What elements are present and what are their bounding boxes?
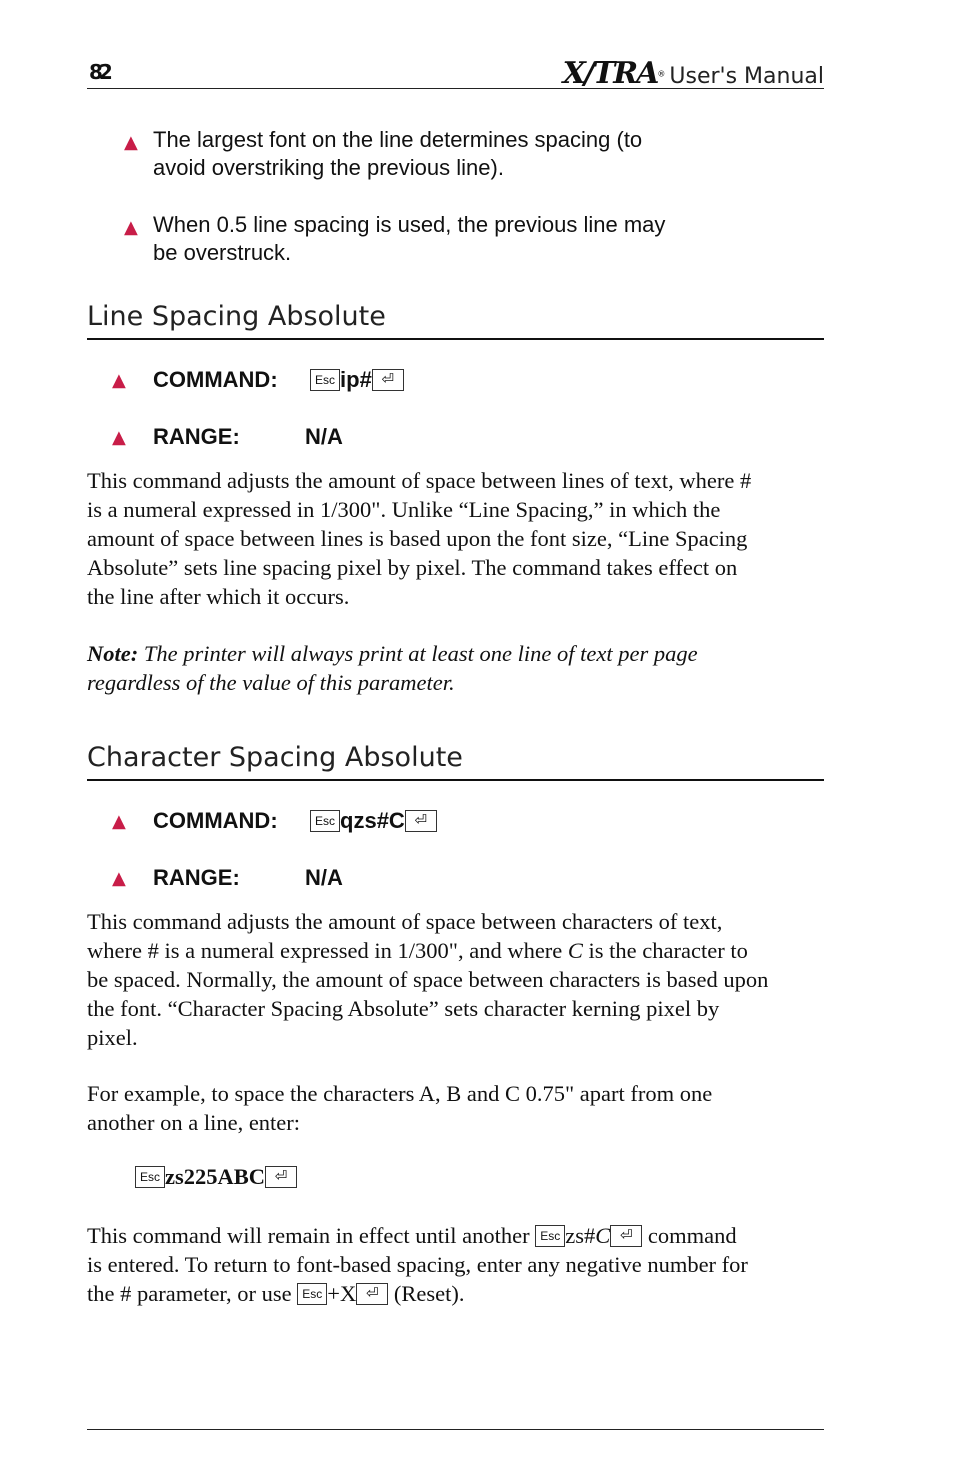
return-key-icon: ⏎ (356, 1283, 388, 1305)
bullet-item: ▲ The largest font on the line determines spacing (to avoid overstriking the previous line). (124, 127, 643, 180)
command-code: qzs#C (340, 808, 405, 833)
paragraph-character-spacing: This command adjusts the amount of space between characters of text, where # is a numeral expressed in 1/300", and where C is the character to be spaced. Normally, the amount of space between characters is based upon the font. “Character Spacing Absolute” sets character kerning pixel by pixel. (87, 909, 769, 1050)
brand (563, 56, 824, 91)
esc-key-icon: Esc (310, 810, 340, 832)
example-intro-paragraph: For example, to space the characters A, B and C 0.75" apart from one another on a line, enter: (87, 1081, 713, 1135)
triangle-bullet-icon: ▲ (124, 132, 138, 153)
triangle-bullet-icon: ▲ (112, 427, 126, 448)
range-label: RANGE: (153, 865, 240, 890)
esc-key-icon: Esc (310, 369, 340, 391)
return-key-icon: ⏎ (610, 1225, 642, 1247)
return-key-icon: ⏎ (372, 369, 404, 391)
reset-paragraph: This command will remain in effect until another Esc zs#C ⏎ command is entered. To return to font-based spacing, enter any negative number for the # parameter, or use Esc +X ⏎ (Reset). (87, 1223, 748, 1306)
esc-key-icon: Esc (535, 1225, 565, 1247)
note-label: Note: (87, 641, 139, 666)
paragraph-line-spacing: This command adjusts the amount of space between lines of text, where # is a numeral expressed in 1/300". Unlike “Line Spacing,” in which the amount of space between lines is based upon the font size, “Line Spacing Absolute” sets line spacing pixel by pixel. The command takes effect on the line after which it occurs. (87, 468, 752, 609)
range-line (112, 424, 343, 450)
esc-key-icon: Esc (135, 1166, 165, 1188)
range-value: N/A (305, 424, 343, 449)
command-code: ip# (340, 367, 372, 392)
bullet-item: ▲ When 0.5 line spacing is used, the previous line may be overstruck. (124, 212, 666, 265)
section-title-character-spacing-absolute: Character Spacing Absolute (87, 737, 824, 781)
manual-title: User's Manual (669, 64, 824, 89)
return-key-icon: ⏎ (405, 810, 437, 832)
triangle-bullet-icon: ▲ (112, 811, 126, 832)
brand-logo: X/TRA (562, 56, 658, 91)
range-value: N/A (305, 865, 343, 890)
command-label: COMMAND: (153, 808, 278, 833)
return-key-icon: ⏎ (265, 1166, 297, 1188)
example-command (135, 1164, 297, 1190)
command-line (112, 367, 404, 393)
footer-rule (87, 1429, 824, 1430)
brand-registered-mark: ® (657, 69, 666, 79)
triangle-bullet-icon: ▲ (112, 370, 126, 391)
esc-key-icon: Esc (297, 1283, 327, 1305)
note-paragraph: Note: The printer will always print at least one line of text per page regardless of the value of this parameter. (87, 641, 698, 695)
page-header (87, 56, 824, 89)
command-label: COMMAND: (153, 367, 278, 392)
range-label: RANGE: (153, 424, 240, 449)
section-title-line-spacing-absolute: Line Spacing Absolute (87, 296, 824, 340)
triangle-bullet-icon: ▲ (124, 217, 138, 238)
range-line (112, 865, 343, 891)
page-number: 82 (89, 60, 109, 84)
example-code: zs225ABC (165, 1164, 266, 1189)
command-line (112, 808, 437, 834)
triangle-bullet-icon: ▲ (112, 868, 126, 889)
